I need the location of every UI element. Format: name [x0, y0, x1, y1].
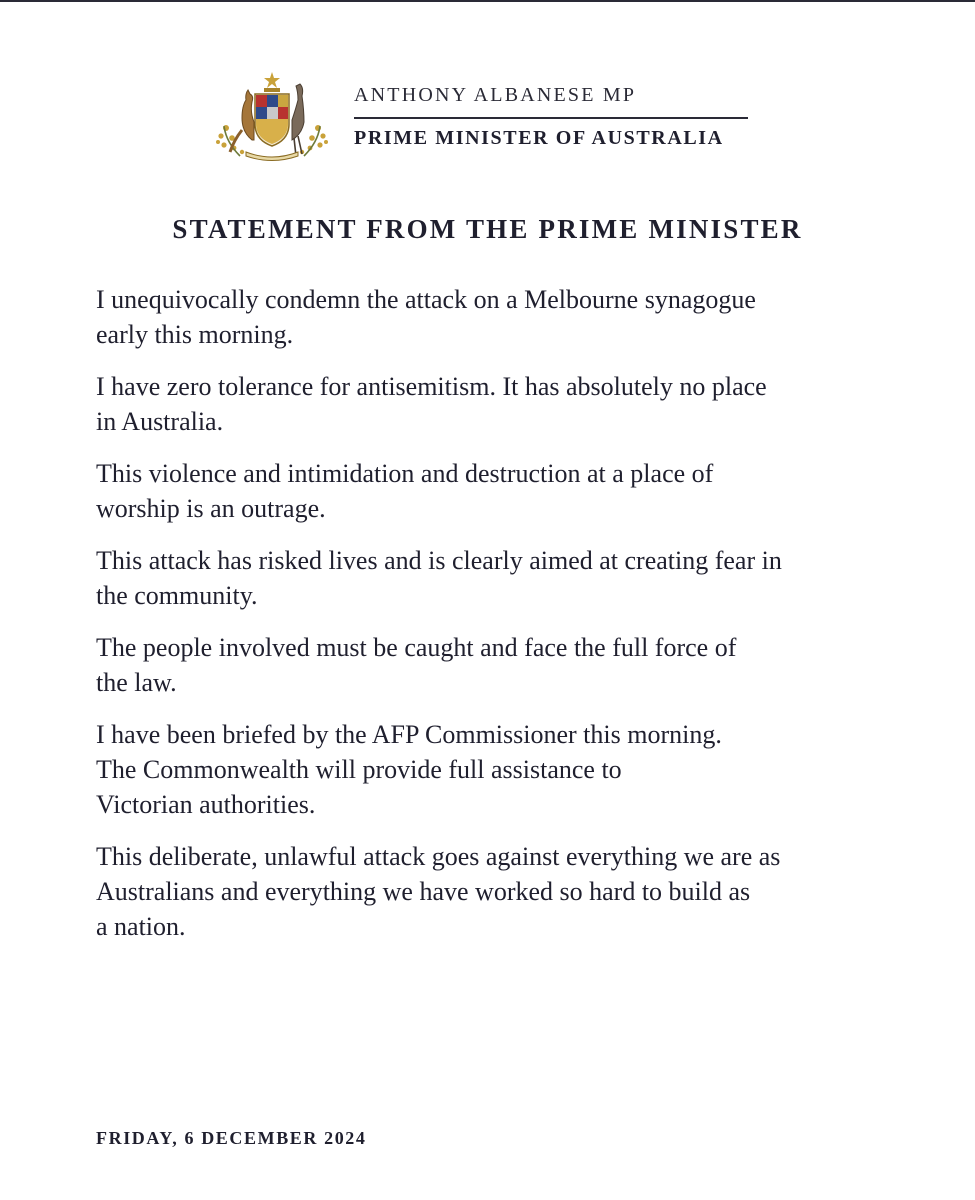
paragraph-5: The people involved must be caught and face the full force of the law.: [96, 633, 737, 697]
top-border: [0, 0, 975, 2]
header-divider: [354, 117, 748, 119]
member-name: ANTHONY ALBANESE MP: [354, 84, 637, 106]
paragraph-4: This attack has risked lives and is clearly aimed at creating fear in the community.: [96, 546, 782, 610]
paragraph-2: I have zero tolerance for antisemitism. It has absolutely no place in Australia.: [96, 372, 767, 436]
statement-body: [96, 282, 906, 961]
office-title: PRIME MINISTER OF AUSTRALIA: [354, 127, 724, 149]
letterhead: [212, 70, 752, 165]
statement-title: STATEMENT FROM THE PRIME MINISTER: [172, 214, 803, 244]
statement-date: FRIDAY, 6 DECEMBER 2024: [96, 1128, 367, 1148]
paragraph-1: I unequivocally condemn the attack on a Melbourne synagogue early this morning.: [96, 285, 756, 349]
paragraph-6: I have been briefed by the AFP Commissioner this morning. The Commonwealth will provide full assistance to Victorian authorities.: [96, 720, 722, 819]
paragraph-3: This violence and intimidation and destruction at a place of worship is an outrage.: [96, 459, 714, 523]
paragraph-7: This deliberate, unlawful attack goes against everything we are as Australians and everything we have worked so hard to build as a nation.: [96, 842, 781, 941]
coat-of-arms-icon: [212, 70, 332, 162]
